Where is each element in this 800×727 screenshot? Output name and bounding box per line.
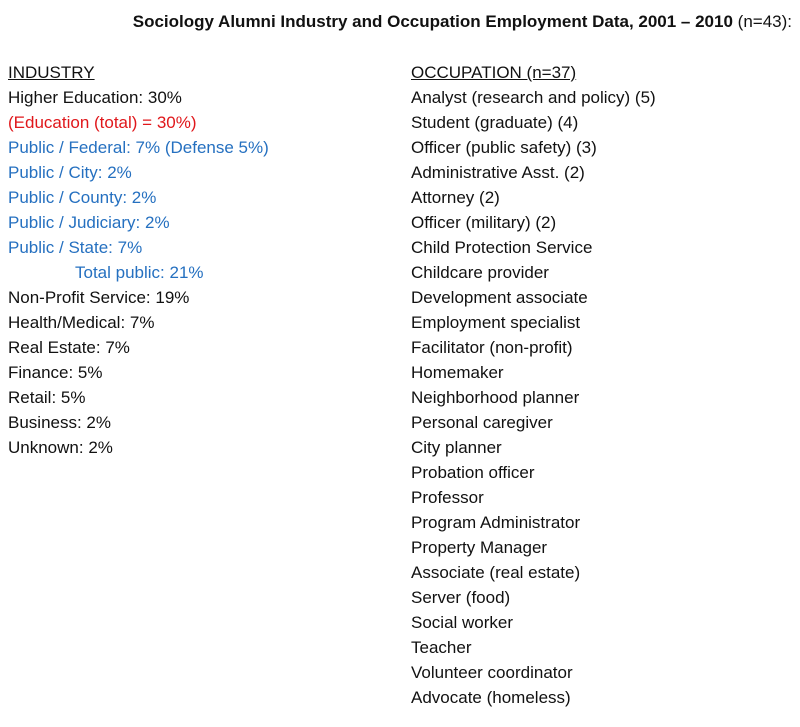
occupation-item: Student (graduate) (4)	[411, 113, 579, 132]
industry-item-total-public: Total public: 21%	[75, 263, 204, 282]
occupation-item: Property Manager	[411, 538, 548, 557]
occupation-item: Program Administrator	[411, 513, 581, 532]
industry-item: Unknown: 2%	[8, 438, 113, 457]
industry-item-public-state: Public / State: 7%	[8, 238, 143, 257]
occupation-item: Child Protection Service	[411, 238, 593, 257]
occupation-item: Development associate	[411, 288, 588, 307]
industry-item-education-total: (Education (total) = 30%)	[8, 113, 197, 132]
occupation-item: Teacher	[411, 638, 472, 657]
occupation-item: City planner	[411, 438, 502, 457]
occupation-item: Advocate (homeless)	[411, 688, 571, 707]
industry-item: Health/Medical: 7%	[8, 313, 155, 332]
occupation-item: Officer (public safety) (3)	[411, 138, 597, 157]
industry-list	[8, 60, 398, 460]
occupation-item: Associate (real estate)	[411, 563, 581, 582]
industry-item: Non-Profit Service: 19%	[8, 288, 190, 307]
industry-heading: INDUSTRY	[8, 63, 95, 82]
industry-item: Real Estate: 7%	[8, 338, 130, 357]
occupation-item: Neighborhood planner	[411, 388, 580, 407]
occupation-item: Administrative Asst. (2)	[411, 163, 585, 182]
occupation-item: Professor	[411, 488, 484, 507]
industry-item-public-federal: Public / Federal: 7% (Defense 5%)	[8, 138, 269, 157]
industry-item: Finance: 5%	[8, 363, 103, 382]
industry-item-public-judiciary: Public / Judiciary: 2%	[8, 213, 170, 232]
occupation-item: Personal caregiver	[411, 413, 553, 432]
occupation-item: Employment specialist	[411, 313, 581, 332]
occupation-item: Analyst (research and policy) (5)	[411, 88, 656, 107]
occupation-item: Homemaker	[411, 363, 504, 382]
title-main: Sociology Alumni Industry and Occupation Employment Data, 2001 – 2010	[132, 12, 733, 31]
industry-item: Business: 2%	[8, 413, 111, 432]
occupation-heading: OCCUPATION (n=37)	[411, 63, 577, 82]
occupation-item: Social worker	[411, 613, 514, 632]
title-count: (n=43):	[732, 12, 792, 31]
occupation-item: Attorney (2)	[411, 188, 500, 207]
industry-item-public-city: Public / City: 2%	[8, 163, 132, 182]
occupation-item: Officer (military) (2)	[411, 213, 557, 232]
industry-item-public-county: Public / County: 2%	[8, 188, 157, 207]
page-title	[0, 12, 800, 32]
occupation-item: Childcare provider	[411, 263, 549, 282]
industry-item: Higher Education: 30%	[8, 88, 182, 107]
occupation-list	[411, 60, 796, 710]
occupation-item: Facilitator (non-profit)	[411, 338, 573, 357]
industry-item: Retail: 5%	[8, 388, 86, 407]
occupation-item: Server (food)	[411, 588, 511, 607]
occupation-item: Volunteer coordinator	[411, 663, 573, 682]
occupation-item: Probation officer	[411, 463, 535, 482]
